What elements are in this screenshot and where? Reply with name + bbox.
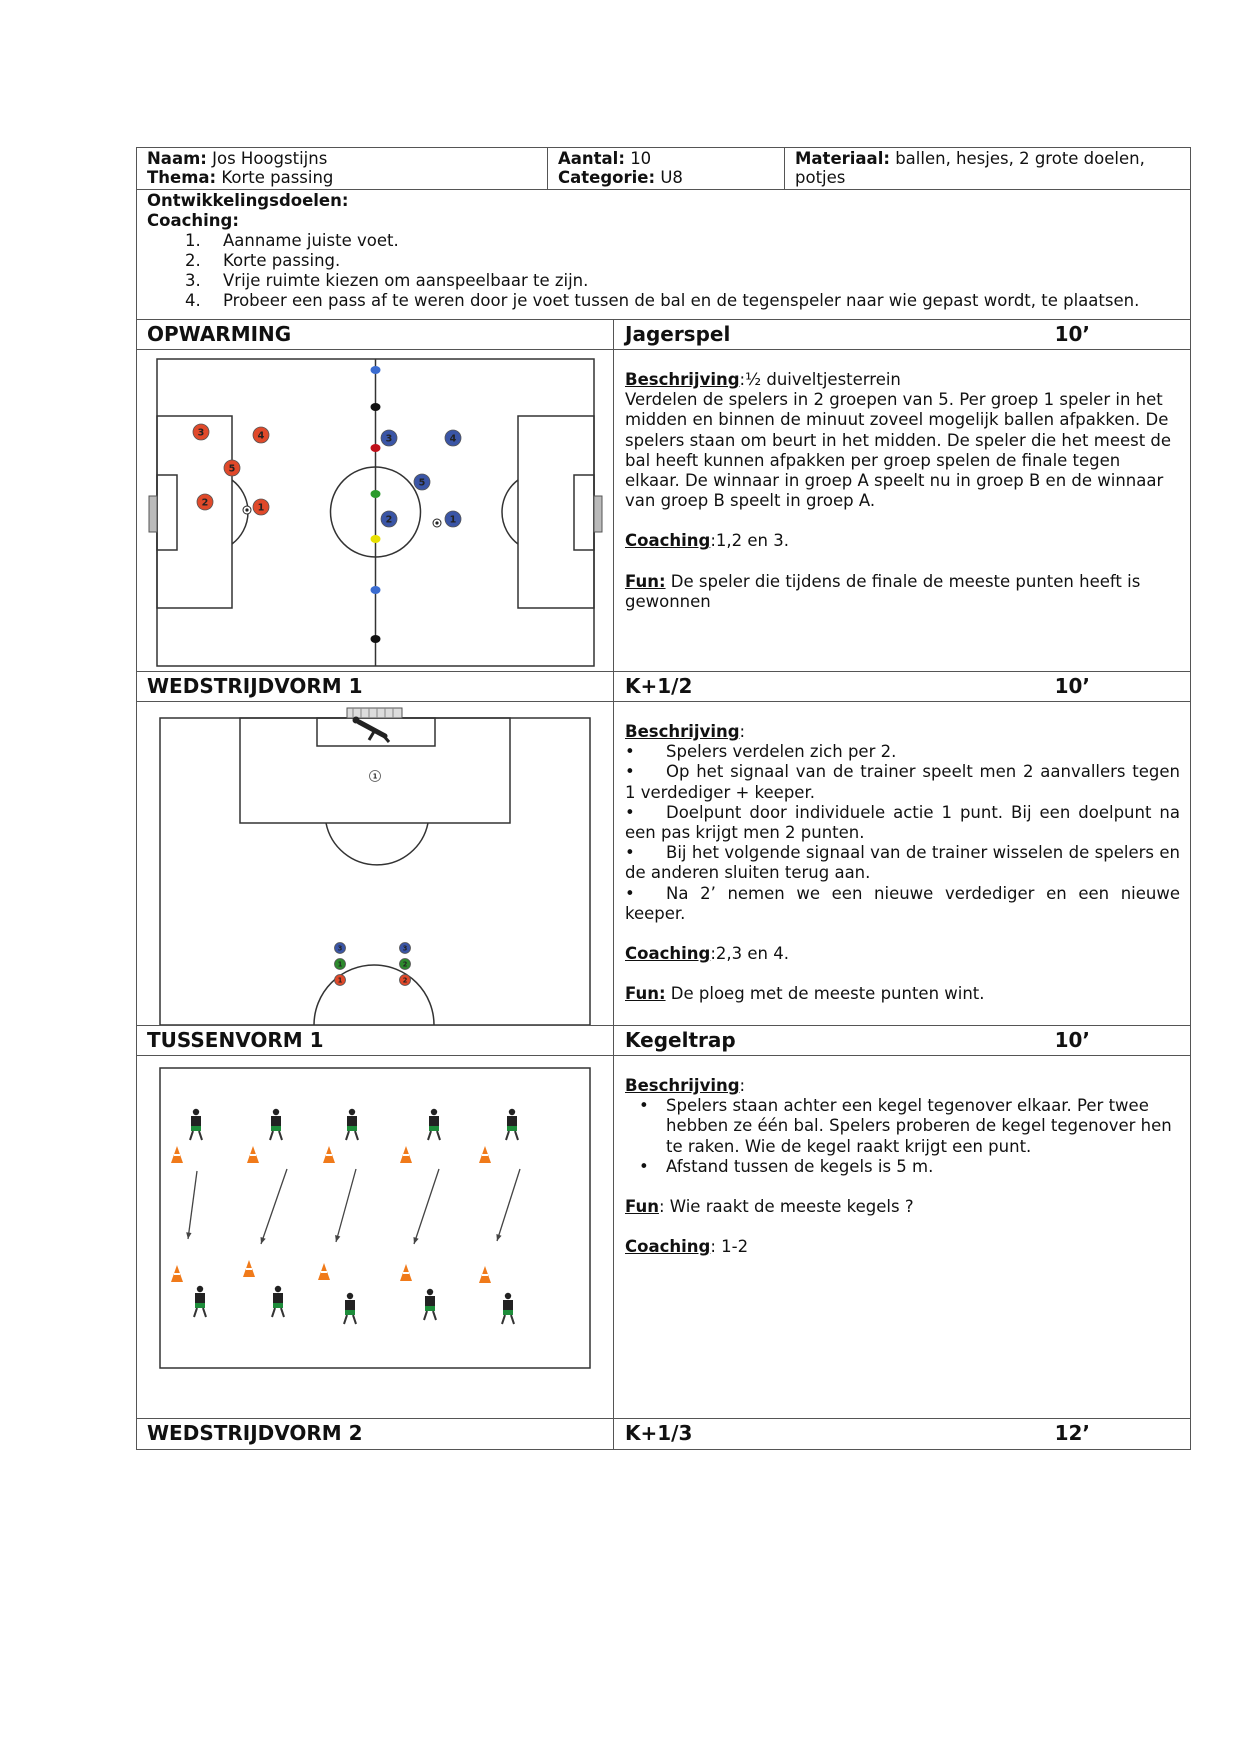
svg-text:2: 2 <box>201 497 209 509</box>
player-attacker <box>400 943 411 954</box>
materiaal-value-2: potjes <box>795 168 846 187</box>
goal-item: 2. Korte passing. <box>185 251 341 270</box>
player-attacker <box>335 975 346 986</box>
player-figure <box>344 1293 356 1324</box>
naam-label: Naam: <box>147 149 207 168</box>
exercise-name: Jagerspel <box>625 322 731 346</box>
kick-arrow <box>261 1169 287 1244</box>
instruction-item: • Doelpunt door individuele actie 1 punt. Bij een doelpunt na een pas krijgt men 2 punten. <box>625 803 1180 843</box>
marker-blue <box>371 366 381 374</box>
fun-text: De speler die tijdens de finale de meeste punten heeft is gewonnen <box>625 571 1141 611</box>
svg-text:4: 4 <box>257 430 265 442</box>
instruction-item: • Na 2’ nemen we een nieuwe verdediger en een nieuwe keeper. <box>625 884 1180 924</box>
pitch-diagram <box>137 350 613 671</box>
section-body-tussenvorm-1 <box>137 1056 1190 1419</box>
cone-diagram <box>137 1056 614 1418</box>
marker-black <box>371 635 381 643</box>
player-figure <box>428 1109 440 1140</box>
player-blue <box>445 430 461 446</box>
svg-text:2: 2 <box>402 960 408 969</box>
player-red <box>193 424 209 440</box>
cone-kicking-diagram <box>137 1056 613 1418</box>
thema-label: Thema: <box>147 168 217 187</box>
svg-text:2: 2 <box>402 976 408 985</box>
svg-text:1: 1 <box>449 514 457 526</box>
section-label: TUSSENVORM 1 <box>137 1026 614 1055</box>
beschrijving-head: :½ duiveltjesterrein <box>739 370 901 389</box>
section-label: OPWARMING <box>137 320 614 349</box>
header-material <box>785 148 1190 189</box>
marker-black <box>371 403 381 411</box>
cone-icon <box>479 1146 491 1163</box>
instruction-list <box>625 742 1180 924</box>
svg-text:5: 5 <box>418 477 426 489</box>
beschrijving-text: Verdelen de spelers in 2 groepen van 5. Per groep 1 speler in het midden en binnen de minuut zoveel mogelijk ballen afpakken. De spelers staan om beurt in het midden. De speler die het meest de bal heeft kunnen afpakken per groep spelen de finale tegen elkaar. De winnaar in groep A speelt nu in groep B en de winnaar van groep B speelt in groep A. <box>625 390 1172 511</box>
instruction-item: • Spelers staan achter een kegel tegenover elkaar. Per twee hebben ze één bal. Spelers proberen de kegel tegenover hen te raken. Wie de kegel raakt krijgt een punt. <box>666 1096 1180 1157</box>
player-figure <box>506 1109 518 1140</box>
goal-item: 1. Aanname juiste voet. <box>185 231 399 250</box>
header-count-category <box>548 148 785 189</box>
naam-value: Jos Hoogstijns <box>212 149 328 168</box>
player-attacker <box>335 943 346 954</box>
marker-green <box>371 490 381 498</box>
aantal-label: Aantal: <box>558 149 625 168</box>
goal-left <box>149 496 157 532</box>
svg-text:1: 1 <box>337 976 343 985</box>
cone-icon <box>171 1146 183 1163</box>
cone-icon <box>479 1266 491 1283</box>
fun-text: De ploeg met de meeste punten wint. <box>665 984 985 1004</box>
player-blue <box>381 430 397 446</box>
pitch-diagram <box>137 702 613 1025</box>
header-name-theme <box>137 148 548 189</box>
player-figure <box>272 1286 284 1317</box>
svg-text:3: 3 <box>197 427 205 439</box>
section-body-wedstrijdvorm-1 <box>137 702 1190 1026</box>
exercise-time: 12’ <box>1054 1421 1090 1445</box>
exercise-name: Kegeltrap <box>625 1028 736 1052</box>
svg-text:1: 1 <box>372 772 378 781</box>
aantal-value: 10 <box>630 149 652 168</box>
exercise-description <box>614 350 1190 671</box>
player-figure <box>190 1109 202 1140</box>
exercise-time: 10’ <box>1054 674 1090 698</box>
cone-icon <box>323 1146 335 1163</box>
fun-label: Fun: <box>625 984 666 1004</box>
player-attacker <box>400 959 411 970</box>
beschrijving-label: Beschrijving <box>625 370 740 389</box>
section-label: WEDSTRIJDVORM 1 <box>137 672 614 701</box>
section-header-opwarming <box>137 320 1190 350</box>
exercise-time: 10’ <box>1054 322 1090 346</box>
kick-arrow <box>496 1169 520 1241</box>
player-red <box>253 499 269 515</box>
kick-arrow <box>335 1169 356 1242</box>
coaching-text: : 1-2 <box>710 1237 749 1257</box>
section-label: WEDSTRIJDVORM 2 <box>137 1419 614 1449</box>
marker-yellow <box>371 535 381 543</box>
cone-icon <box>243 1260 255 1277</box>
player-red <box>197 494 213 510</box>
player-figure <box>424 1289 436 1320</box>
categorie-label: Categorie: <box>558 168 656 187</box>
keeper-figure <box>353 717 390 743</box>
exercise-description <box>614 702 1190 1025</box>
goal-net <box>347 708 402 718</box>
instruction-item: • Afstand tussen de kegels is 5 m. <box>666 1157 1180 1177</box>
player-attacker <box>400 975 411 986</box>
player-blue <box>414 474 430 490</box>
field-diagram-goal <box>137 702 614 1025</box>
cone-icon <box>318 1263 330 1280</box>
svg-text:3: 3 <box>337 944 343 953</box>
svg-text:1: 1 <box>257 502 265 514</box>
training-sheet <box>136 147 1191 1450</box>
player-figure <box>502 1293 514 1324</box>
beschrijving-head: : <box>739 1076 746 1095</box>
instruction-item: • Spelers verdelen zich per 2. <box>625 742 1180 762</box>
svg-text:4: 4 <box>449 433 457 445</box>
fun-label: Fun: <box>625 571 666 591</box>
development-goals <box>137 190 1190 320</box>
exercise-time: 10’ <box>1054 1028 1090 1052</box>
section-header-wedstrijdvorm-2 <box>137 1419 1190 1449</box>
fun-text: : Wie raakt de meeste kegels ? <box>658 1197 914 1217</box>
player-figure <box>270 1109 282 1140</box>
fun-label: Fun <box>625 1197 659 1217</box>
marker-red <box>371 444 381 452</box>
coaching-text: :1,2 en 3. <box>710 531 789 551</box>
player-figure <box>194 1286 206 1317</box>
coaching-label: Coaching <box>625 531 711 551</box>
cone-icon <box>171 1265 183 1282</box>
player-red <box>253 427 269 443</box>
materiaal-value: ballen, hesjes, 2 grote doelen, <box>895 149 1145 168</box>
goal-item: 4. Probeer een pass af te weren door je voet tussen de bal en de tegenspeler naar wie gepast wordt, te plaatsen. <box>185 291 1140 310</box>
goals-title: Ontwikkelingsdoelen: <box>147 191 349 210</box>
defender-marker <box>370 771 381 782</box>
exercise-description <box>614 1056 1190 1418</box>
section-header-wedstrijdvorm-1 <box>137 672 1190 702</box>
svg-text:3: 3 <box>385 433 393 445</box>
marker-blue <box>371 586 381 594</box>
svg-text:1: 1 <box>337 960 343 969</box>
sheet-header <box>137 148 1190 190</box>
coaching-label: Coaching <box>625 944 711 964</box>
instruction-item: • Op het signaal van de trainer speelt men 2 aanvallers tegen 1 verdediger + keeper. <box>625 762 1180 802</box>
player-attacker <box>335 959 346 970</box>
section-header-tussenvorm-1 <box>137 1026 1190 1056</box>
goal-right <box>594 496 602 532</box>
beschrijving-head: : <box>739 722 746 741</box>
player-figure <box>346 1109 358 1140</box>
field-diagram-half <box>137 350 614 671</box>
instruction-item: • Bij het volgende signaal van de trainer wisselen de spelers en de anderen sluiten terug aan. <box>625 843 1180 883</box>
coaching-title: Coaching: <box>147 211 239 230</box>
cone-icon <box>400 1146 412 1163</box>
ball-icon <box>433 519 441 527</box>
kick-arrow <box>413 1169 439 1244</box>
cone-icon <box>400 1264 412 1281</box>
svg-text:5: 5 <box>228 463 236 475</box>
goals-list <box>147 231 1180 311</box>
ball-icon <box>243 506 251 514</box>
exercise-name: K+1/3 <box>625 1421 693 1445</box>
instruction-list <box>625 1096 1180 1177</box>
kick-arrow <box>186 1171 197 1239</box>
cone-icon <box>247 1146 259 1163</box>
coaching-text: :2,3 en 4. <box>710 944 789 964</box>
player-blue <box>381 511 397 527</box>
beschrijving-label: Beschrijving <box>625 1076 740 1095</box>
materiaal-label: Materiaal: <box>795 149 890 168</box>
thema-value: Korte passing <box>221 168 334 187</box>
svg-text:2: 2 <box>385 514 393 526</box>
svg-text:3: 3 <box>402 944 408 953</box>
player-blue <box>445 511 461 527</box>
categorie-value: U8 <box>660 168 683 187</box>
exercise-name: K+1/2 <box>625 674 693 698</box>
player-red <box>224 460 240 476</box>
section-body-opwarming <box>137 350 1190 672</box>
beschrijving-label: Beschrijving <box>625 722 740 741</box>
goal-item: 3. Vrije ruimte kiezen om aanspeelbaar te zijn. <box>185 271 589 290</box>
coaching-label: Coaching <box>625 1237 711 1257</box>
